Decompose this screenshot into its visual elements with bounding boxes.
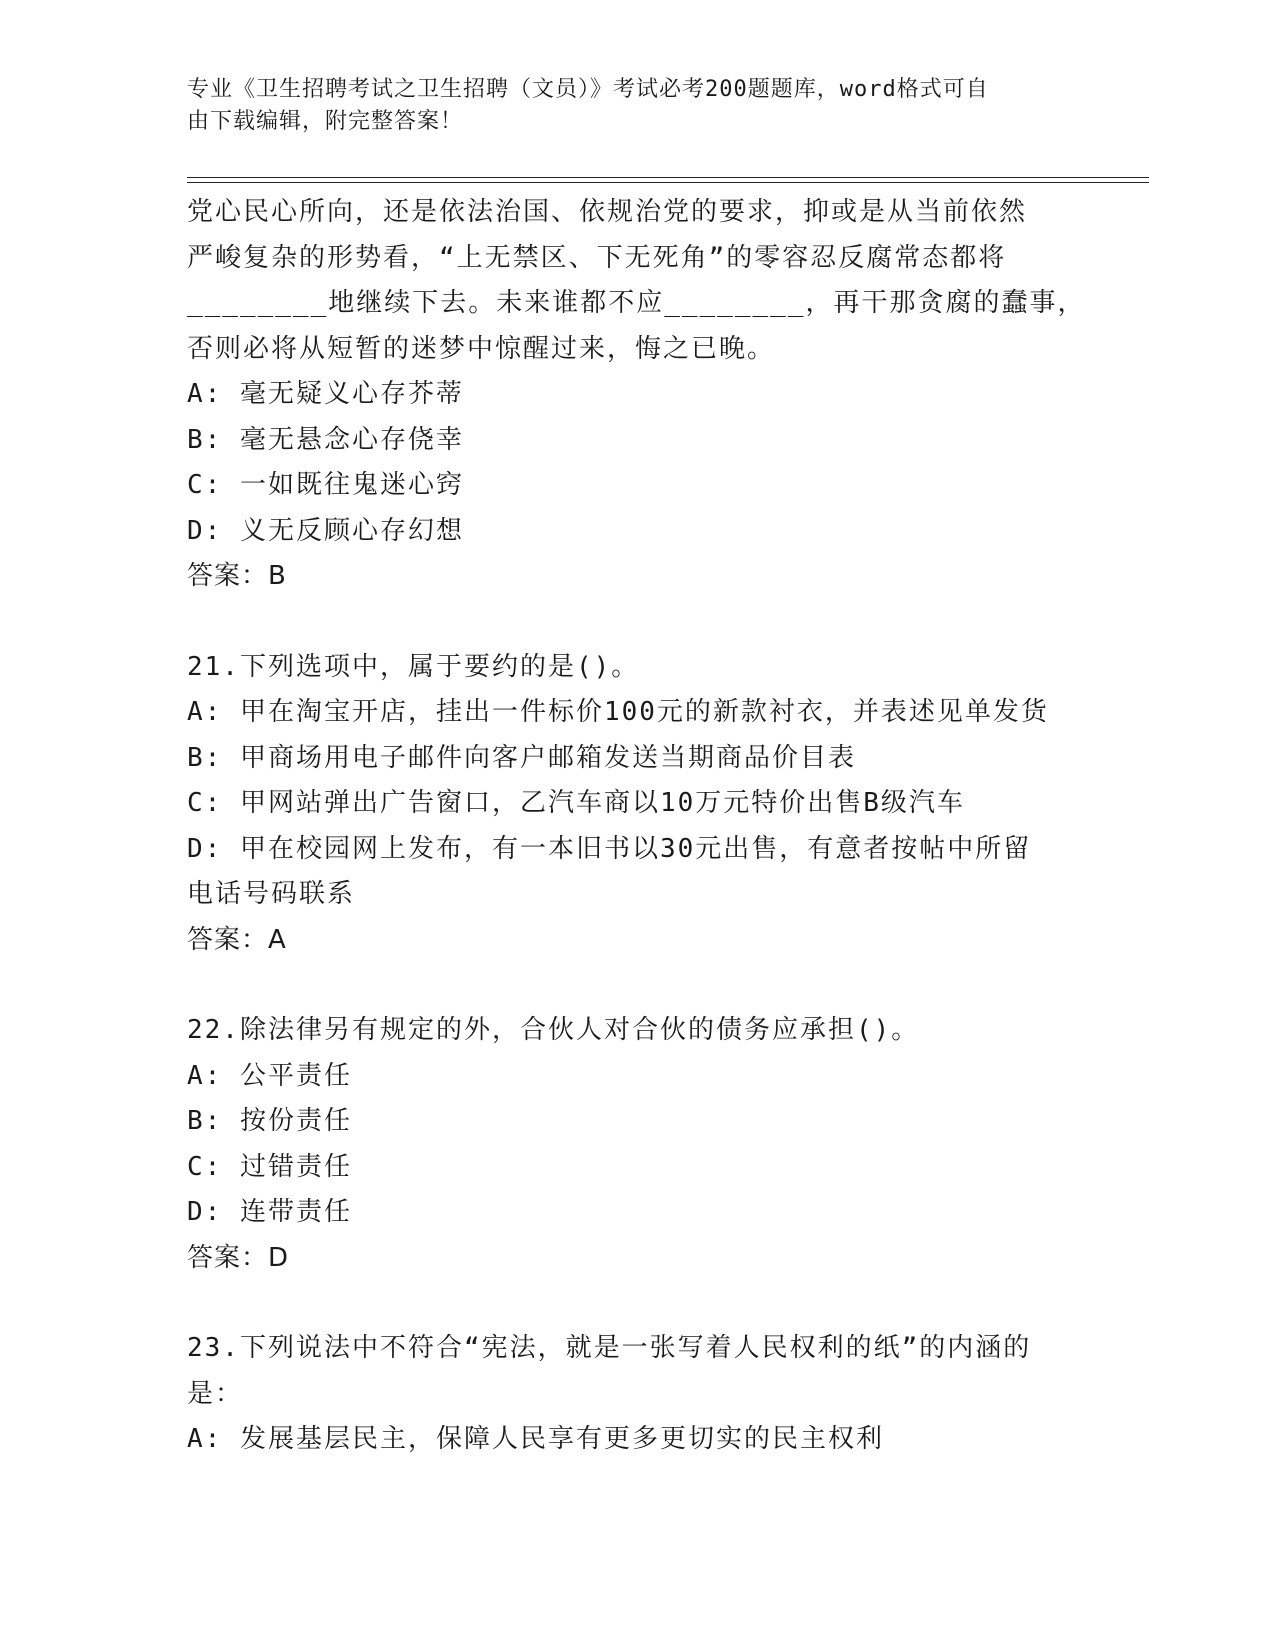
option-d-continued: 电话号码联系	[187, 879, 356, 909]
question-20	[187, 190, 1117, 600]
option-a: A: 发展基层民主，保障人民享有更多更切实的民主权利	[187, 1424, 884, 1454]
question-text-line: 21.下列选项中，属于要约的是()。	[187, 651, 640, 682]
header-line-2: 由下载编辑，附完整答案！	[187, 109, 464, 134]
option-d: D: 义无反顾心存幻想	[187, 515, 464, 546]
option-a: A: 甲在淘宝开店，挂出一件标价100元的新款衬衣，并表述见单发货	[187, 697, 1049, 727]
option-a: A: 毫无疑义心存芥蒂	[187, 379, 464, 409]
answer-line: 答案：B	[187, 561, 287, 591]
option-d: D: 连带责任	[187, 1197, 352, 1227]
header-line-1: 专业《卫生招聘考试之卫生招聘（文员）》考试必考200题题库，word格式可自	[187, 77, 989, 102]
question-text-line: 严峻复杂的形势看，“上无禁区、下无死角”的零容忍反腐常态都将	[187, 242, 1007, 273]
question-text-line: 23.下列说法中不符合“宪法，就是一张写着人民权利的纸”的内涵的	[187, 1333, 1032, 1363]
answer-line: 答案：A	[187, 924, 287, 955]
answer-line: 答案：D	[187, 1242, 290, 1273]
option-b: B: 按份责任	[187, 1106, 352, 1136]
option-c: C: 过错责任	[187, 1151, 352, 1182]
spacer	[187, 1281, 1117, 1326]
header-divider-top	[187, 177, 1149, 178]
question-23	[187, 1326, 1117, 1463]
option-d: D: 甲在校园网上发布，有一本旧书以30元出售，有意者按帖中所留	[187, 833, 1032, 864]
header-divider-bottom	[187, 182, 1149, 183]
option-a: A: 公平责任	[187, 1060, 352, 1091]
document-header	[187, 74, 1087, 138]
option-b: B: 毫无悬念心存侥幸	[187, 424, 464, 455]
option-b: B: 甲商场用电子邮件向客户邮箱发送当期商品价目表	[187, 742, 856, 773]
question-text-line: 党心民心所向，还是依法治国、依规治党的要求，抑或是从当前依然	[187, 197, 1028, 227]
question-22	[187, 1008, 1117, 1281]
spacer	[187, 963, 1117, 1008]
question-text-line: 否则必将从短暂的迷梦中惊醒过来，悔之已晚。	[187, 333, 776, 364]
question-text-line: 是：	[187, 1378, 244, 1409]
question-text-line: 22.除法律另有规定的外，合伙人对合伙的债务应承担()。	[187, 1015, 920, 1045]
question-text-line: ________地继续下去。未来谁都不应________，再干那贪腐的蠢事，	[187, 288, 1086, 318]
question-21	[187, 645, 1117, 964]
option-c: C: 甲网站弹出广告窗口，乙汽车商以10万元特价出售B级汽车	[187, 788, 965, 818]
option-c: C: 一如既往鬼迷心窍	[187, 470, 464, 500]
spacer	[187, 600, 1117, 645]
question-content	[187, 190, 1117, 1463]
